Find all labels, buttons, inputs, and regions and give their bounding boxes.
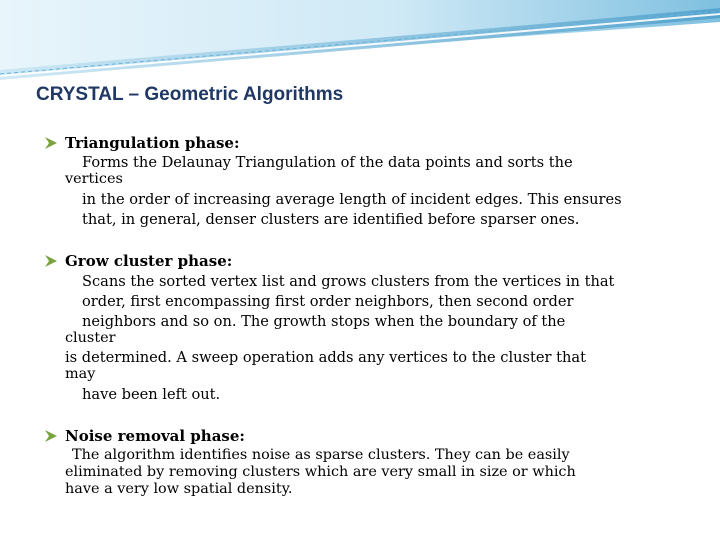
body-line: order, first encompassing first order neighbors, then second order xyxy=(82,293,574,310)
body-line: Forms the Delaunay Triangulation of the data points and sorts the xyxy=(82,154,573,171)
arrow-bullet-icon xyxy=(44,429,58,443)
wave-banner-decoration xyxy=(0,0,720,90)
body-line: neighbors and so on. The growth stops when the boundary of the xyxy=(82,313,566,330)
section-heading: Triangulation phase: xyxy=(65,134,240,152)
arrow-bullet-icon xyxy=(44,254,58,268)
body-line: is determined. A sweep operation adds any vertices to the cluster that xyxy=(65,349,586,366)
body-line: have been left out. xyxy=(82,386,221,403)
body-line: may xyxy=(65,366,96,382)
section-heading: Noise removal phase: xyxy=(65,427,245,445)
arrow-bullet-icon xyxy=(44,136,58,150)
section-heading: Grow cluster phase: xyxy=(65,252,233,270)
body-line: Scans the sorted vertex list and grows clusters from the vertices in that xyxy=(82,273,615,290)
slide-title: CRYSTAL – Geometric Algorithms xyxy=(36,84,344,105)
body-line: in the order of increasing average length of incident edges. This ensures xyxy=(82,191,622,208)
body-line: vertices xyxy=(65,171,123,187)
body-line: have a very low spatial density. xyxy=(65,481,293,497)
body-line: The algorithm identifies noise as sparse clusters. They can be easily xyxy=(72,447,570,463)
body-line: eliminated by removing clusters which are very small in size or which xyxy=(65,464,576,480)
body-line: cluster xyxy=(65,330,116,346)
body-line: that, in general, denser clusters are identified before sparser ones. xyxy=(82,211,580,228)
